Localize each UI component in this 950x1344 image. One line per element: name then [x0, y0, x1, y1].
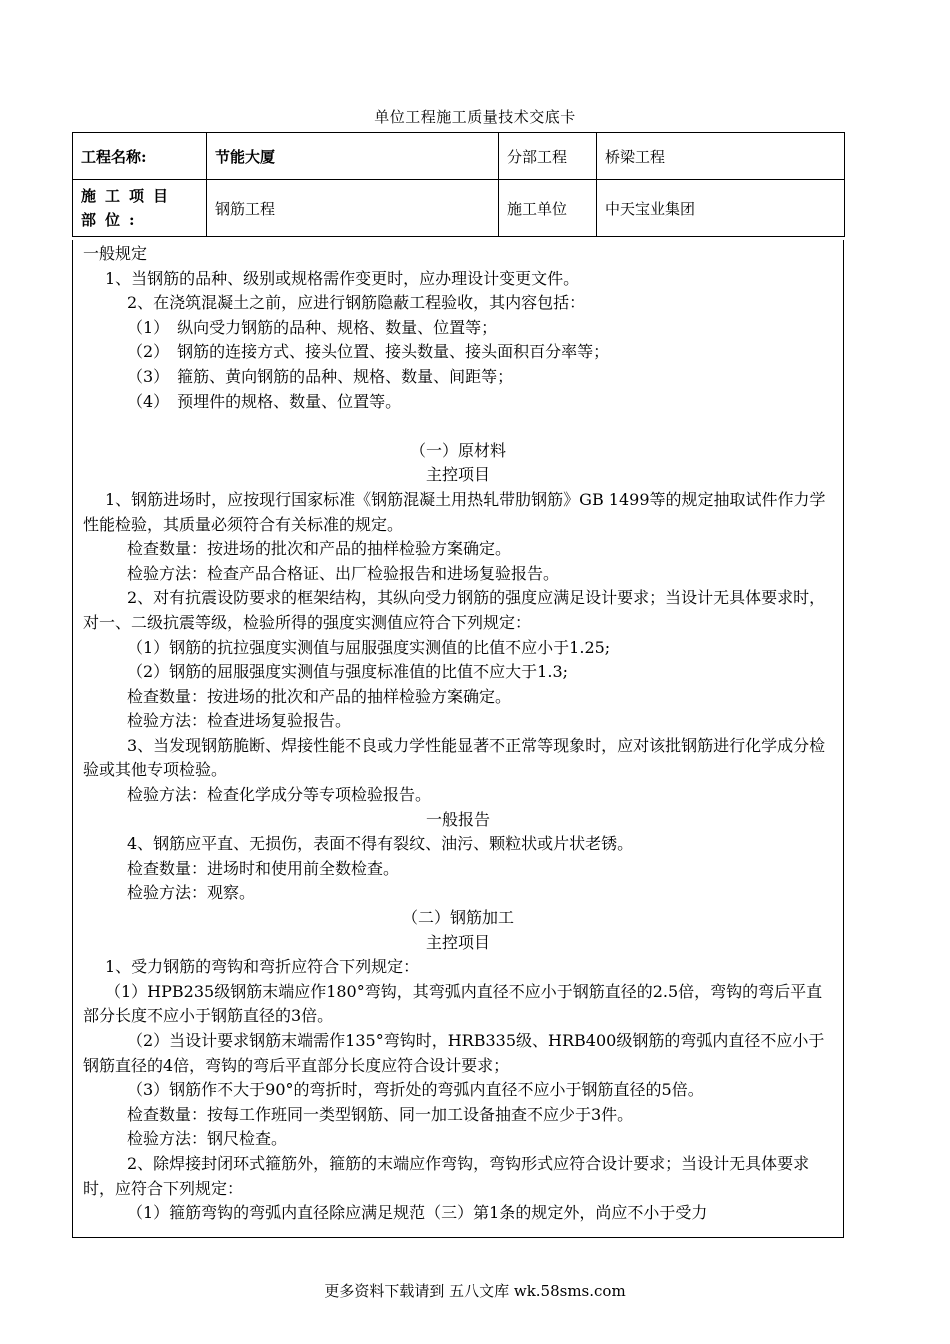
paragraph: 检查数量：按每工作班同一类型钢筋、同一加工设备抽查不应少于3件。 [127, 1104, 634, 1124]
paragraph: 1、当钢筋的品种、级别或规格需作变更时，应办理设计变更文件。 [105, 268, 580, 288]
section-heading: （二）钢筋加工 [401, 908, 514, 928]
project-name-value: 节能大厦 [207, 133, 499, 180]
paragraph: （2）当设计要求钢筋末端需作135°弯钩时，HRB335级、HRB400级钢筋的弯弧内直径不应小于钢筋直径的4倍，弯钩的弯后平直部分长度应符合设计要求； [83, 1031, 825, 1075]
paragraph: （1）HPB235级钢筋末端应作180°弯钩，其弯弧内直径不应小于钢筋直径的2.5倍，弯钩的弯后平直部分长度不应小于钢筋直径的3倍。 [83, 981, 823, 1026]
item-value: 钢筋工程 [207, 180, 499, 237]
paragraph: （3）钢筋作不大于90°的弯折时，弯折处的弯弧内直径不应小于钢筋直径的5倍。 [127, 1080, 704, 1100]
paragraph: 1、受力钢筋的弯钩和弯折应符合下列规定： [105, 957, 420, 977]
body-section [72, 240, 844, 1238]
document-title: 单位工程施工质量技术交底卡 [374, 108, 576, 126]
spacer [83, 414, 833, 439]
footer-link[interactable]: 更多资料下载请到 五八文库 wk.58sms.com [324, 1282, 626, 1300]
subsection-heading: 一般报告 [425, 809, 490, 829]
paragraph: 检验方法：钢尺检查。 [127, 1129, 288, 1149]
paragraph: 2、在浇筑混凝土之前，应进行钢筋隐蔽工程验收，其内容包括： [127, 293, 586, 313]
paragraph: （2）钢筋的屈服强度实测值与强度标准值的比值不应大于1.3; [127, 662, 569, 682]
paragraph: 检验方法：检查化学成分等专项检验报告。 [127, 785, 432, 805]
paragraph: 检验方法：检查进场复验报告。 [127, 711, 352, 731]
list-item: （4） 预埋件的规格、数量、位置等。 [127, 391, 402, 411]
list-item: （2） 钢筋的连接方式、接头位置、接头数量、接头面积百分率等； [127, 342, 610, 362]
paragraph: 检验方法：检查产品合格证、出厂检验报告和进场复验报告。 [127, 563, 560, 583]
paragraph: 检验方法：观察。 [127, 883, 256, 903]
item-label: 施工项目部位: [73, 180, 207, 237]
paragraph: 2、除焊接封闭环式箍筋外，箍筋的末端应作弯钩，弯钩形式应符合设计要求；当设计无具体要求时，应符合下列规定： [83, 1153, 810, 1198]
sub-project-value: 桥梁工程 [597, 133, 845, 180]
body-text [73, 240, 843, 1226]
list-item: （3） 箍筋、黄向钢筋的品种、规格、数量、间距等； [127, 366, 514, 386]
paragraph: 检查数量：进场时和使用前全数检查。 [127, 858, 400, 878]
subsection-heading: 主控项目 [425, 932, 490, 952]
sub-project-label: 分部工程 [499, 133, 597, 180]
paragraph: 2、对有抗震设防要求的框架结构，其纵向受力钢筋的强度应满足设计要求；当设计无具体要求时，对一、二级抗震等级，检验所得的强度实测值应符合下列规定： [83, 588, 826, 632]
subsection-heading: 主控项目 [425, 465, 490, 485]
section-heading: （一）原材料 [409, 440, 506, 460]
paragraph: （1）钢筋的抗拉强度实测值与屈服强度实测值的比值不应小于1.25; [127, 637, 611, 657]
list-item: （1） 纵向受力钢筋的品种、规格、数量、位置等； [127, 317, 498, 337]
unit-value: 中天宝业集团 [597, 180, 845, 237]
paragraph: 3、当发现钢筋脆断、焊接性能不良或力学性能显著不正常等现象时，应对该批钢筋进行化学成分检验或其他专项检验。 [83, 735, 826, 780]
paragraph: 1、钢筋进场时，应按现行国家标准《钢筋混凝土用热轧带肋钢筋》GB 1499等的规定抽取试件作力学性能检验，其质量必须符合有关标准的规定。 [83, 489, 826, 534]
header-table [72, 132, 845, 237]
project-name-label: 工程名称: [73, 133, 207, 180]
paragraph: 检查数量：按进场的批次和产品的抽样检验方案确定。 [127, 539, 512, 559]
paragraph: 4、钢筋应平直、无损伤，表面不得有裂纹、油污、颗粒状或片状老锈。 [127, 834, 634, 854]
paragraph: 检查数量：按进场的批次和产品的抽样检验方案确定。 [127, 686, 512, 706]
heading-general: 一般规定 [83, 244, 148, 263]
paragraph: （1）箍筋弯钩的弯弧内直径除应满足规范（三）第1条的规定外，尚应不小于受力 [127, 1203, 708, 1223]
unit-label: 施工单位 [499, 180, 597, 237]
